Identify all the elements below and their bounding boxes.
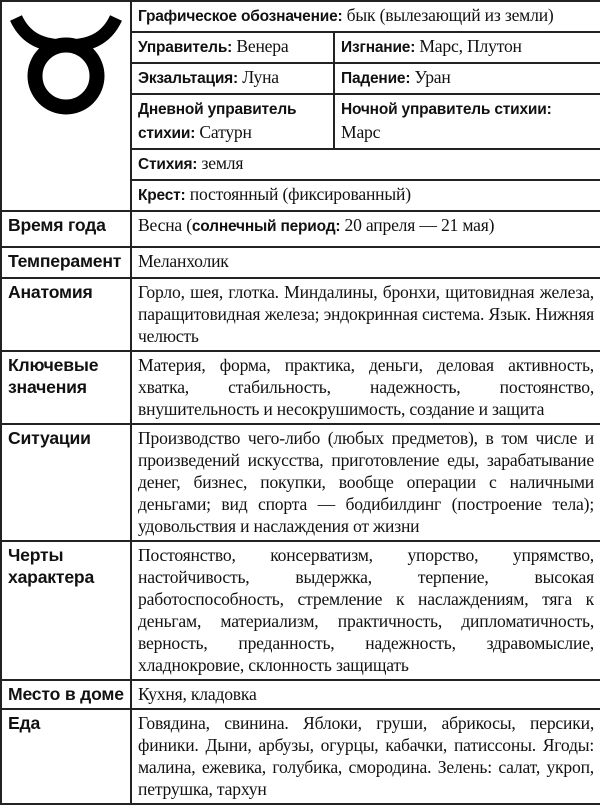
- day-ruler-cell: [131, 94, 334, 149]
- ruler-label: Управитель:: [138, 39, 233, 56]
- season-pre: Весна (: [138, 215, 192, 235]
- row-keywords: [1, 351, 600, 424]
- exaltation-label: Экзальтация:: [138, 70, 238, 87]
- day-ruler-label: Дневной управитель стихии:: [138, 101, 297, 142]
- food-key: Еда: [1, 709, 131, 804]
- night-ruler-value: Марс: [341, 122, 381, 142]
- cross-value: постоянный (фиксированный): [189, 184, 411, 204]
- anatomy-key: Анатомия: [1, 278, 131, 351]
- row-anatomy: [1, 278, 600, 351]
- graphic-cell: [131, 1, 600, 32]
- traits-value: Постоянство, консерватизм, упорство, упрямство, настойчивость, выдержка, терпение, высокая работоспособность, стремление к наслаждениям, тяга к деньгам, материализм, практичность, дипломатичность, верность, преданность, надежность, здравомыслие, хладнокровие, склонность защищать: [131, 541, 600, 680]
- cross-cell: [131, 180, 600, 211]
- row-house: [1, 680, 600, 709]
- situations-value: Производство чего-либо (любых предметов), в том числе и произведений искусства, приготовление еды, зарабатывание денег, бизнес, покупки, вообще операции с наличными деньгами; вид спорта — бодибилдинг (построение тела); удовольствия и наслаждения от жизни: [131, 424, 600, 541]
- keywords-value: Материя, форма, практика, деньги, деловая активность, хватка, стабильность, надежность, постоянство, внушительность и несокрушимость, создание и защита: [131, 351, 600, 424]
- night-ruler-label: Ночной управитель стихии:: [341, 101, 552, 118]
- anatomy-value: Горло, шея, глотка. Миндалины, бронхи, щитовидная железа, паращитовидная железа; эндокринная система. Язык. Нижняя челюсть: [131, 278, 600, 351]
- night-ruler-cell: [334, 94, 600, 149]
- ruler-cell: [131, 32, 334, 63]
- house-key: Место в доме: [1, 680, 131, 709]
- temperament-key: Темперамент: [1, 247, 131, 278]
- ruler-value: Венера: [236, 36, 289, 56]
- exile-value: Марс, Плутон: [419, 36, 522, 56]
- fall-cell: [334, 63, 600, 94]
- fall-label: Падение:: [341, 70, 411, 87]
- exaltation-cell: [131, 63, 334, 94]
- season-key: Время года: [1, 211, 131, 247]
- graphic-label: Графическое обозначение:: [138, 8, 343, 25]
- season-value: [131, 211, 600, 247]
- fall-value: Уран: [414, 67, 451, 87]
- row-traits: [1, 541, 600, 680]
- glyph-cell: [1, 1, 131, 211]
- season-bold: солнечный период:: [191, 218, 341, 235]
- keywords-key: Ключевые значения: [1, 351, 131, 424]
- row-temperament: [1, 247, 600, 278]
- situations-key: Ситуации: [1, 424, 131, 541]
- element-label: Стихия:: [138, 156, 198, 173]
- exile-label: Изгнание:: [341, 39, 416, 56]
- season-post: 20 апреля — 21 мая): [340, 215, 495, 235]
- row-season: [1, 211, 600, 247]
- exile-cell: [334, 32, 600, 63]
- row-situations: [1, 424, 600, 541]
- element-cell: [131, 149, 600, 180]
- cross-label: Крест:: [138, 187, 186, 204]
- row-food: [1, 709, 600, 804]
- taurus-icon: [10, 4, 122, 116]
- header-row-graphic: [1, 1, 600, 32]
- exaltation-value: Луна: [242, 67, 279, 87]
- house-value: Кухня, кладовка: [131, 680, 600, 709]
- traits-key: Черты характера: [1, 541, 131, 680]
- day-ruler-value: Сатурн: [199, 122, 252, 142]
- temperament-value: Меланхолик: [131, 247, 600, 278]
- food-value: Говядина, свинина. Яблоки, груши, абрикосы, персики, финики. Дыни, арбузы, огурцы, кабачки, патиссоны. Ягоды: малина, ежевика, голубика, смородина. Зелень: салат, укроп, петрушка, тархун: [131, 709, 600, 804]
- element-value: земля: [201, 153, 244, 173]
- graphic-value: бык (вылезающий из земли): [346, 5, 554, 25]
